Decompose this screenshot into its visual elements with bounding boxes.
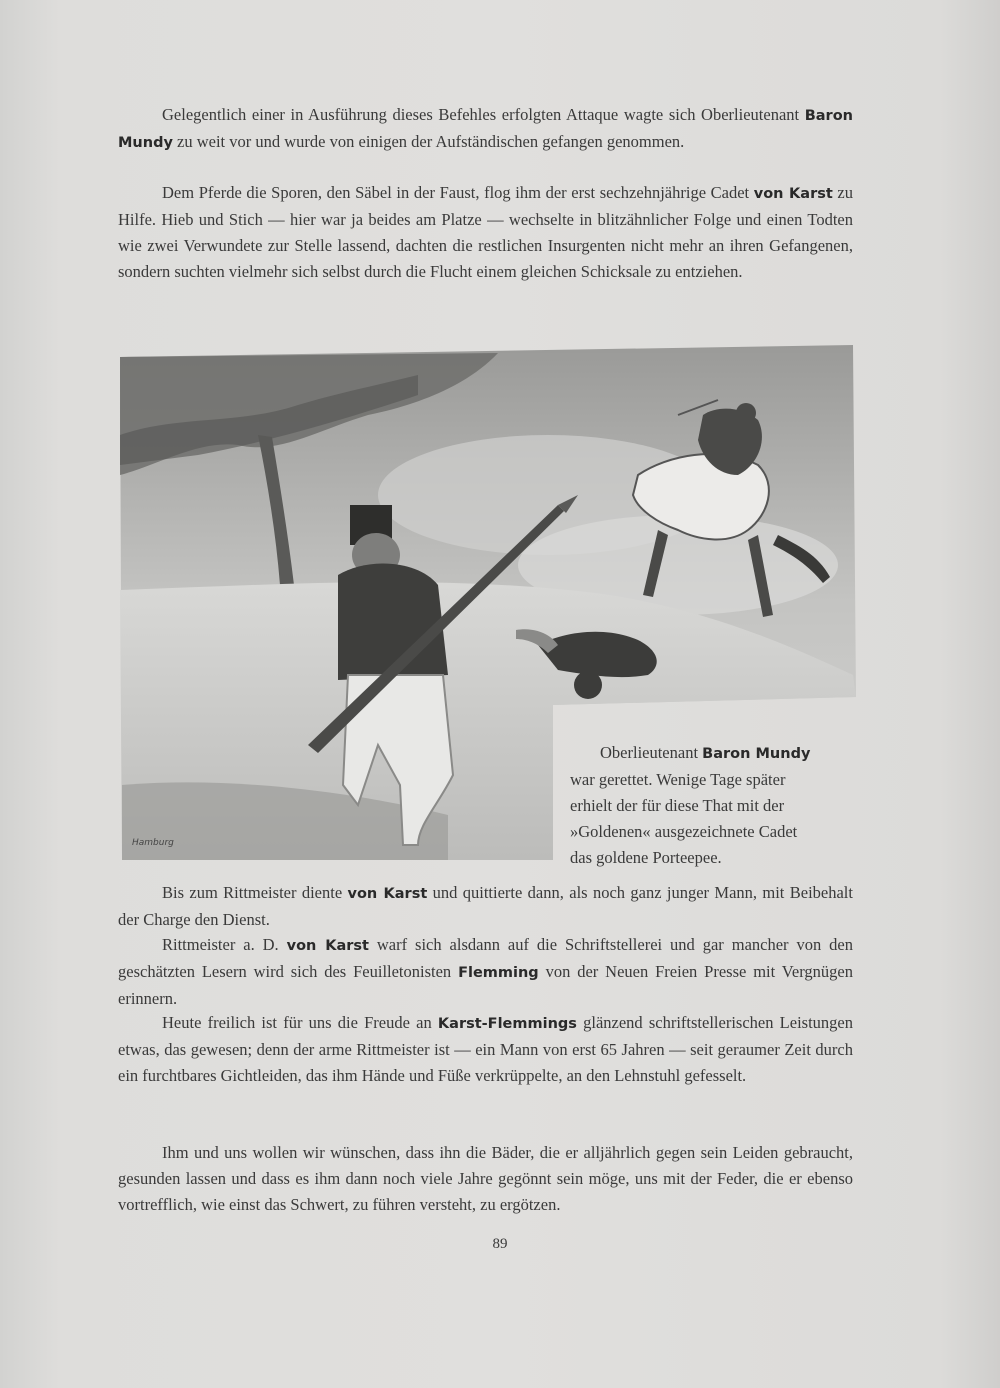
illustration-caption — [570, 740, 860, 871]
bold-name: Baron Mundy — [702, 746, 811, 762]
page-number: 89 — [492, 1236, 508, 1252]
caption-line-4: »Goldenen« ausgezeichnete Cadet — [570, 822, 798, 841]
caption-line-1: Oberlieutenant Baron Mundy — [600, 743, 811, 762]
bold-name: von Karst — [753, 186, 833, 202]
paragraph-1: Gelegentlich einer in Ausführung dieses Befehles erfolgten Attaque wagte sich Oberlieutenant Baron Mundy zu weit vor und wurde von einigen der Aufständischen gefangen genommen. — [118, 105, 853, 151]
bold-name: Flemming — [458, 965, 539, 981]
bold-name: Karst-Flemmings — [437, 1016, 577, 1032]
caption-line-2: war gerettet. Wenige Tage später — [570, 770, 786, 789]
paragraph-6: Ihm und uns wollen wir wünschen, dass ihn die Bäder, die er alljährlich gegen sein Leiden gebraucht, gesunden lassen und dass es ihm dann noch viele Jahre gegönnt sein möge, uns mit der Feder, die er ebenso vortrefflich, wie einst das Schwert, zu führen versteht, zu ergötzen. — [118, 1143, 853, 1214]
caption-line-3: erhielt der für diese That mit der — [570, 796, 785, 815]
caption-line-5: das goldene Porteepee. — [570, 848, 722, 867]
artist-signature: Hamburg — [132, 838, 174, 848]
bold-name: von Karst — [286, 938, 369, 954]
bold-name: Baron Mundy — [118, 108, 853, 151]
paragraph-3: Bis zum Rittmeister diente von Karst und quittierte dann, als noch ganz junger Mann, mit Beibehalt der Charge den Dienst. — [118, 883, 853, 929]
paragraph-4: Rittmeister a. D. von Karst warf sich alsdann auf die Schriftstellerei und gar mancher von den geschätzten Lesern wird sich des Feuilletonisten Flemming von der Neuen Freien Presse mit Vergnügen erinnern. — [118, 935, 853, 1008]
paragraph-2: Dem Pferde die Sporen, den Säbel in der Faust, flog ihm der erst sechzehnjährige Cadet von Karst zu Hilfe. Hieb und Stich — hier war ja beides am Platze — wechselte in blitzähnlicher Folge und einen Todten wie zwei Verwundete zur Stelle lassend, dachten die restlichen Insurgenten nicht mehr an ihren Gefangenen, sondern suchten vielmehr sich selbst durch die Flucht einem gleichen Schicksale zu entziehen. — [118, 183, 853, 281]
bold-name: von Karst — [347, 886, 428, 902]
paragraph-5: Heute freilich ist für uns die Freude an Karst-Flemmings glänzend schriftstellerischen Leistungen etwas, das gewesen; denn der arme Rittmeister ist — ein Mann von erst 65 Jahren — seit geraumer Zeit durch ein furchtbares Gichtleiden, das ihm Hände und Füße verkrüppelte, an den Lehnstuhl gefesselt. — [118, 1013, 853, 1085]
